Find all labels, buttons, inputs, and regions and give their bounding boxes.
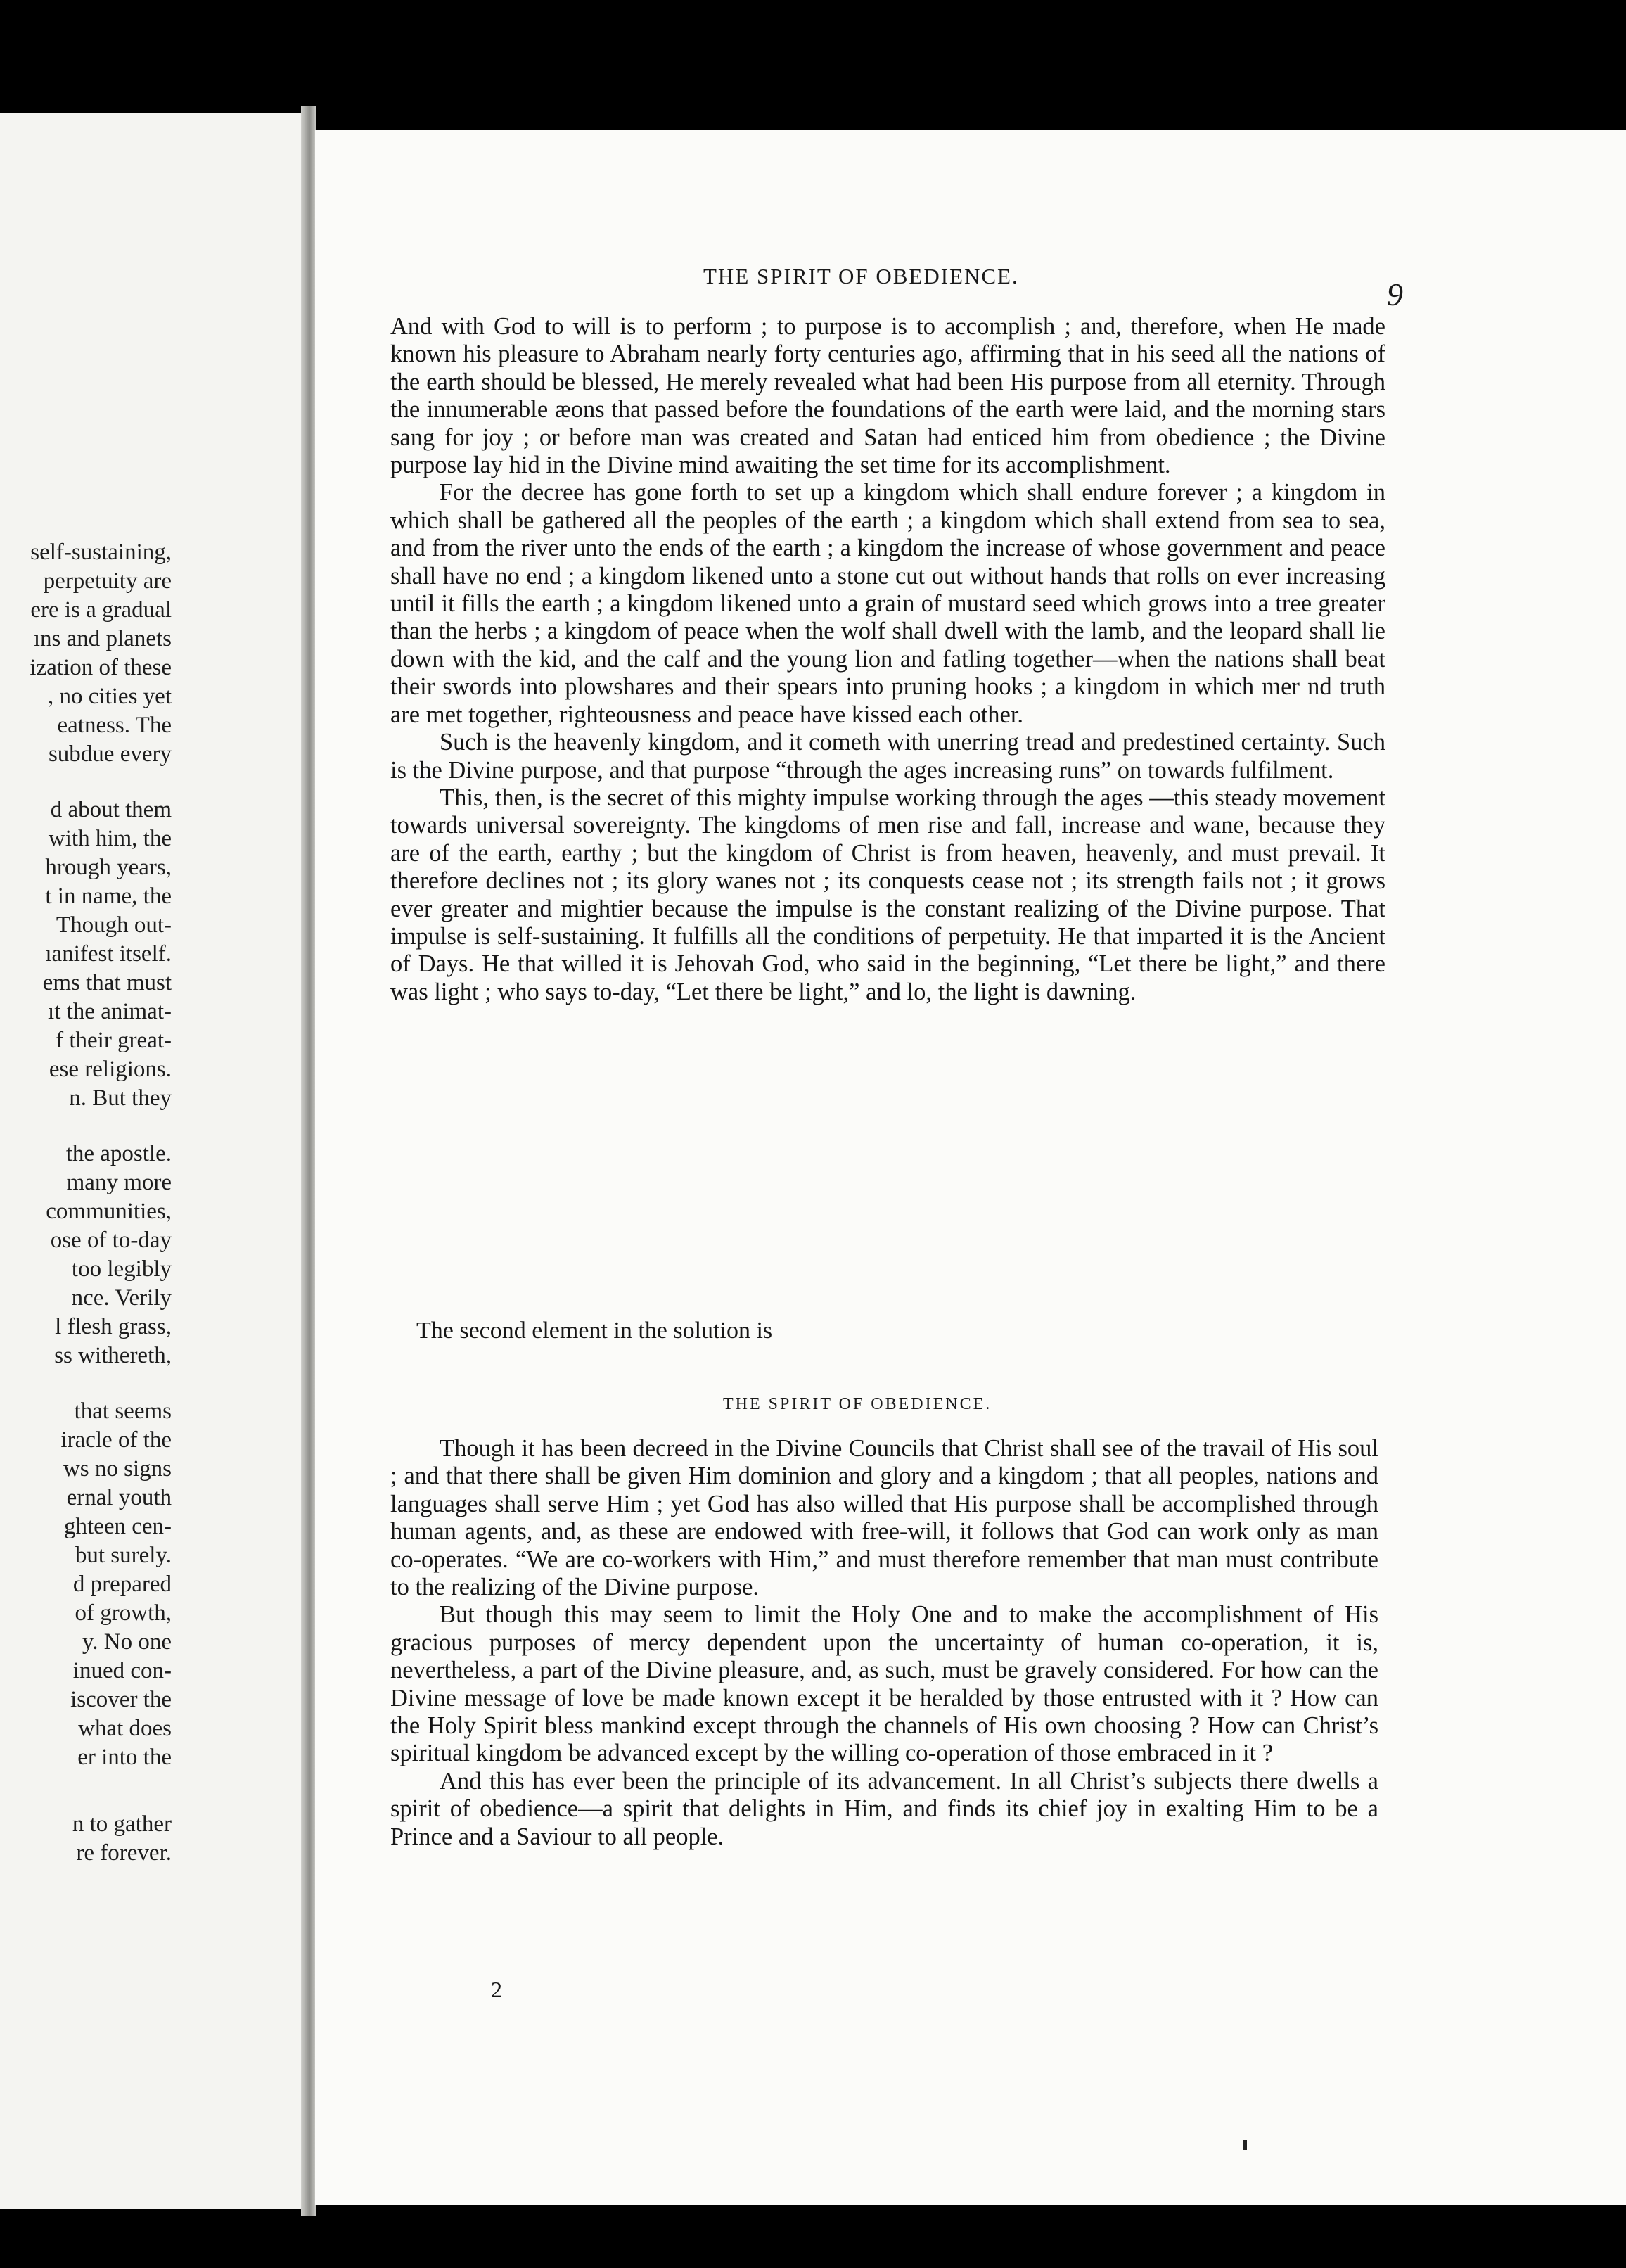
left-line: ıanifest itself. [45,941,172,967]
left-line: d prepared [72,1572,172,1597]
paragraph: This, then, is the secret of this mighty impulse working through the ages —this steady movement towards universal sovereignty. The kingdoms of men rise and fall, increase and wane, because they are of the earth, earthy ; but the kingdom of Christ is from heaven, heavenly, and must prevail. It therefore declines not ; its glory wanes not ; its conquests cease not ; its strength fails not ; it grows ever greater and mightier because the impulse is the constant realizing of the Divine purpose. That impulse is self-sustaining. It fulfills all the conditions of perpetuity. He that imparted it is the Ancient of Days. He that willed it is Jehovah God, who said in the beginning, “Let there be light,” and there was light ; who says to-day, “Let there be light,” and lo, the light is dawning. [390,784,1385,1005]
paragraph: And this has ever been the principle of its advancement. In all Christ’s subjects there dwells a spirit of obedience—a spirit that delights in Him, and finds its chief joy in exalting Him to be a Prince and a Saviour to all people. [390,1767,1378,1850]
left-paragraph-gap [0,1370,172,1397]
left-paragraph-gap [0,1772,172,1810]
body-text [390,313,1385,1006]
left-line: subdue every [48,741,172,767]
signature-mark: 2 [491,1977,502,2002]
left-line: , no cities yet [48,684,172,709]
book-gutter [301,106,316,2216]
left-line: Though out- [56,912,172,938]
left-line: too legibly [71,1256,172,1282]
print-speck [1243,2140,1247,2150]
left-line: ose of to-day [50,1228,172,1253]
left-line: what does [78,1716,172,1741]
left-line: with him, the [48,826,172,851]
paragraph: And with God to will is to perform ; to purpose is to accomplish ; and, therefore, when He made known his pleasure to Abraham nearly forty centuries ago, affirming that in his seed all the nations of the earth should be blessed, He merely revealed what had been His purpose from all eternity. Through the innumerable æons that passed before the foundations of the earth were laid, and the morning stars sang for joy ; or before man was created and Satan had enticed him from obedience ; the Divine purpose lay hid in the Divine mind awaiting the set time for its accomplishment. [390,313,1385,479]
paragraph: Such is the heavenly kingdom, and it cometh with unerring tread and predestined certainty. Such is the Divine purpose, and that purpose “through the ages increasing runs” on towards fulfilment. [390,729,1385,784]
section-heading: THE SPIRIT OF OBEDIENCE. [723,1395,992,1413]
page-number: 9 [1387,276,1403,312]
left-line: the apostle. [65,1141,172,1166]
left-line: t in name, the [45,884,172,909]
left-line: ss withereth, [54,1343,172,1368]
left-line: communities, [46,1199,172,1224]
left-line: iracle of the [60,1427,172,1453]
left-line: iscover the [70,1687,172,1712]
left-line: ese religions. [49,1057,172,1082]
left-line: re forever. [76,1840,172,1866]
left-line: ere is a gradual [30,597,172,623]
paragraph: But though this may seem to limit the Holy One and to make the accomplishment of His gracious purposes of mercy dependent upon the uncertainty of human co-operation, it is, nevertheless, a part of the Divine pleasure, and, as such, must be gravely considered. For how can the Divine message of love be made known except it be heralded by those entrusted with it ? How can the Holy Spirit bless mankind except through the channels of His own choosing ? How can Christ’s spiritual kingdom be advanced except by the willing co-operation of those embraced in it ? [390,1601,1378,1767]
left-line: many more [66,1170,172,1195]
left-page-text-column [0,538,172,1868]
left-line: f their great- [56,1028,172,1053]
lead-in-line: The second element in the solution is [416,1318,773,1344]
left-line: ems that must [42,970,172,995]
left-line: l flesh grass, [55,1314,172,1339]
running-head: THE SPIRIT OF OBEDIENCE. [703,264,1019,288]
left-line: ization of these [30,655,172,680]
left-line: ghteen cen- [64,1514,172,1539]
left-paragraph-gap [0,1113,172,1140]
left-line: nce. Verily [71,1285,172,1311]
left-line: ıt the animat- [48,999,172,1024]
left-line: y. No one [82,1629,172,1655]
left-line: ws no signs [63,1456,172,1482]
left-line: n to gather [72,1811,172,1837]
left-line: ıns and planets [33,626,172,651]
paragraph: Though it has been decreed in the Divine Councils that Christ shall see of the travail of His soul ; and that there shall be given Him dominion and glory and a kingdom ; that all peoples, nations and languages shall serve Him ; yet God has also willed that His purpose shall be accomplished through human agents, and, as these are endowed with free-will, it follows that God can work only as man co-operates. “We are co-workers with Him,” and must therefore remember that man must contribute to the realizing of the Divine purpose. [390,1435,1378,1601]
left-page [0,113,309,2209]
left-line: eatness. The [57,713,172,738]
left-line: of growth, [75,1600,172,1626]
left-line: inued con- [72,1658,172,1683]
paragraph: For the decree has gone forth to set up a kingdom which shall endure forever ; a kingdom in which shall be gathered all the peoples of the earth ; a kingdom which shall extend from sea to sea, and from the river unto the ends of the earth ; a kingdom the increase of whose government and peace shall have no end ; a kingdom likened unto a stone cut out without hands that rolls on ever increasing until it fills the earth ; a kingdom likened unto a grain of mustard seed which grows into a tree greater than the herbs ; a kingdom of peace when the wolf shall dwell with the lamb, and the leopard shall lie down with the kid, and the calf and the young lion and fatling together—when the nations shall beat their swords into plowshares and their spears into pruning hooks ; a kingdom in which mer nd truth are met together, righteousness and peace have kissed each other. [390,479,1385,728]
left-line: perpetuity are [43,568,172,594]
body-text-section [390,1435,1378,1851]
left-line: that seems [74,1399,172,1424]
left-paragraph-gap [0,769,172,796]
left-line: self-sustaining, [30,540,172,565]
left-line: ernal youth [66,1485,172,1510]
left-line: d about them [50,797,172,822]
left-line: but surely. [75,1543,172,1568]
left-line: er into the [77,1745,172,1770]
left-line: hrough years, [45,855,172,880]
left-line: n. But they [69,1085,172,1111]
